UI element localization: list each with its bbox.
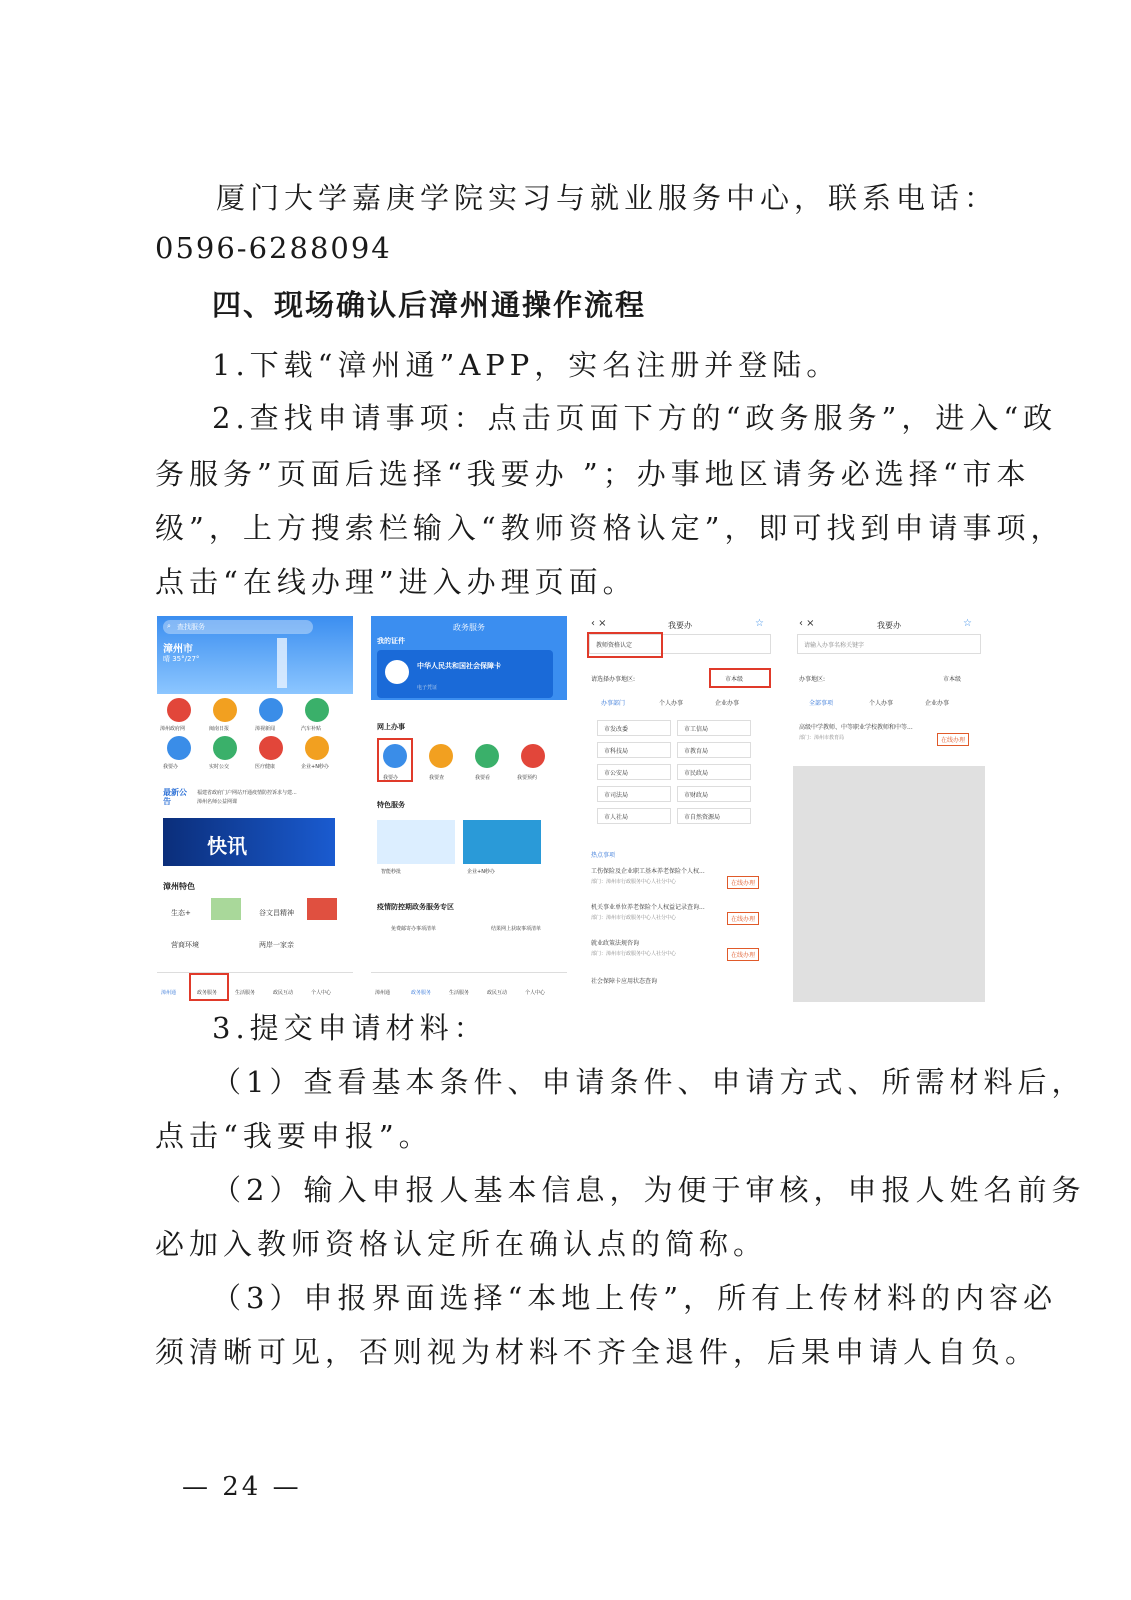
home-city: 漳州市 xyxy=(163,644,193,655)
hot-item-name[interactable]: 机关事业单位养老保险个人权益记录查询... xyxy=(591,904,705,911)
highlight-gov-tab xyxy=(189,973,229,1001)
booking-icon[interactable] xyxy=(521,744,545,768)
icon-label: 汽车补贴 xyxy=(301,726,322,732)
dept-item[interactable]: 市教育局 xyxy=(677,742,751,758)
gov-tab-bar xyxy=(371,972,567,1002)
contact-line-1: 厦门大学嘉庚学院实习与就业服务中心，联系电话： xyxy=(216,181,999,215)
home-weather: 晴 35°/27° xyxy=(163,655,200,663)
step-3-1-line-1: （1）查看基本条件、申请条件、申请方式、所需材料后， xyxy=(212,1065,1086,1099)
search-list-title: 我要办 xyxy=(668,621,692,630)
result-item-dept: 部门：漳州市教育局 xyxy=(799,735,845,741)
icon-label: 我要看 xyxy=(475,775,491,781)
app-screenshots xyxy=(157,616,985,1002)
screen-home xyxy=(157,616,353,1002)
social-card[interactable] xyxy=(377,650,553,698)
dept-item[interactable]: 市发改委 xyxy=(597,720,671,736)
screen-search-list xyxy=(585,616,775,1002)
icon-label: 我要办 xyxy=(383,775,399,781)
hot-title: 热点事项 xyxy=(591,852,616,859)
hot-item-dept: 部门：漳州市行政服务中心人社分中心 xyxy=(591,879,677,885)
special-label: 企业+N秒办 xyxy=(467,869,495,875)
dept-item[interactable]: 市民政局 xyxy=(677,764,751,780)
back-icon[interactable]: ‹ × xyxy=(799,618,815,629)
online-apply-button[interactable]: 在线办理 xyxy=(727,876,759,889)
tab-enterprise-affairs[interactable]: 企业办事 xyxy=(925,700,950,707)
screen-search-result xyxy=(793,616,985,1002)
icon-label: 实时公交 xyxy=(209,764,230,770)
step-2-line-2: 务服务”页面后选择“我要办 ”；办事地区请务必选择“市本 xyxy=(155,457,1031,491)
special-title: 特色服务 xyxy=(377,801,405,809)
dept-item[interactable]: 市科技局 xyxy=(597,742,671,758)
contact-phone: 0596-6288094 xyxy=(155,231,392,265)
keyword-placeholder: 请输入办事名称关键字 xyxy=(804,642,865,649)
star-icon[interactable]: ☆ xyxy=(963,618,972,629)
medical-icon[interactable] xyxy=(259,736,283,760)
hot-item-dept: 部门：漳州市行政服务中心人社分中心 xyxy=(591,951,677,957)
query-icon[interactable] xyxy=(429,744,453,768)
feature-title: 漳州特色 xyxy=(163,882,195,891)
enterprise-icon[interactable] xyxy=(305,736,329,760)
section-heading: 四、现场确认后漳州通操作流程 xyxy=(212,288,647,322)
tab-personal[interactable]: 个人中心 xyxy=(311,990,332,996)
icon-label: 我要办 xyxy=(163,764,179,770)
cert-title: 我的证件 xyxy=(377,637,405,645)
tab-zhangzhoutong[interactable]: 漳州通 xyxy=(161,990,177,996)
tab-life-services[interactable]: 生活服务 xyxy=(449,990,470,996)
online-title: 网上办事 xyxy=(377,723,405,731)
highlight-apply xyxy=(377,738,413,782)
online-apply-button[interactable]: 在线办理 xyxy=(727,912,759,925)
dept-item[interactable]: 市公安局 xyxy=(597,764,671,780)
icon-label: 我要查 xyxy=(429,775,445,781)
tab-personal-affairs[interactable]: 个人办事 xyxy=(869,700,894,707)
home-tab-bar xyxy=(157,972,353,1002)
region-label: 办事地区: xyxy=(799,676,826,683)
hot-item-dept: 部门：漳州市行政服务中心人社分中心 xyxy=(591,915,677,921)
newspaper-icon[interactable] xyxy=(213,698,237,722)
online-apply-button[interactable]: 在线办理 xyxy=(937,733,969,746)
card-name: 中华人民共和国社会保障卡 xyxy=(417,662,501,670)
tab-interaction[interactable]: 政民互动 xyxy=(273,990,294,996)
news-badge: 最新公告 xyxy=(163,788,187,806)
special-label: 智能秒批 xyxy=(381,869,402,875)
dept-item[interactable]: 市自然资源局 xyxy=(677,808,751,824)
step-3-3-line-2: 须清晰可见，否则视为材料不齐全退件，后果申请人自负。 xyxy=(155,1335,1040,1369)
card-sub: 电子凭证 xyxy=(417,685,438,691)
search-icon: ⌕ xyxy=(167,622,171,630)
step-2-line-1: 2.查找申请事项：点击页面下方的“政务服务”，进入“政 xyxy=(212,401,1058,435)
step-1: 1.下载“漳州通”APP，实名注册并登陆。 xyxy=(212,348,841,382)
icon-label: 企业+N秒办 xyxy=(301,764,329,770)
epidemic-title: 疫情防控期政务服务专区 xyxy=(377,903,454,911)
step-3-2-line-1: （2）输入申报人基本信息，为便于审核，申报人姓名前务 xyxy=(212,1173,1086,1207)
tab-departments[interactable]: 办事部门 xyxy=(601,700,626,707)
tab-personal[interactable]: 个人中心 xyxy=(525,990,546,996)
view-icon[interactable] xyxy=(475,744,499,768)
step-2-line-4: 点击“在线办理”进入办理页面。 xyxy=(155,565,637,599)
step-3-1-line-2: 点击“我要申报”。 xyxy=(155,1119,433,1153)
flash-banner[interactable] xyxy=(163,818,335,866)
region-value[interactable]: 市本级 xyxy=(943,676,962,683)
icon-label: 医疗健康 xyxy=(255,764,276,770)
icon-label: 漳视新闻 xyxy=(255,726,276,732)
eco-image xyxy=(211,898,241,920)
tab-life-services[interactable]: 生活服务 xyxy=(235,990,256,996)
epidemic-item[interactable]: 免费邮寄办事项清单 xyxy=(391,926,437,932)
epidemic-item[interactable]: 结果网上获取事项清单 xyxy=(491,926,542,932)
feature-item[interactable]: 生态+ xyxy=(171,909,191,917)
banner-text: 快讯 xyxy=(207,834,247,858)
back-icon[interactable]: ‹ × xyxy=(591,618,607,629)
keyword-input[interactable] xyxy=(797,634,981,654)
card-emblem-icon xyxy=(385,660,409,684)
region-value[interactable]: 市本级 xyxy=(725,676,744,683)
hot-item-name[interactable]: 社会保障卡应用状态查询 xyxy=(591,978,658,985)
online-apply-button[interactable]: 在线办理 xyxy=(727,948,759,961)
tab-enterprise-affairs[interactable]: 企业办事 xyxy=(715,700,740,707)
feature-item[interactable]: 谷文昌精神 xyxy=(259,909,294,917)
step-2-line-3: 级”，上方搜索栏输入“教师资格认定”，即可找到申请事项， xyxy=(155,511,1065,545)
tab-interaction[interactable]: 政民互动 xyxy=(487,990,508,996)
news-item[interactable]: 漳州名师公益网课 xyxy=(197,799,238,805)
feature-item[interactable]: 营商环境 xyxy=(171,941,199,949)
icon-label: 漳州政府网 xyxy=(160,726,186,732)
search-value: 教师资格认定 xyxy=(596,642,633,649)
step-3: 3.提交申请材料： xyxy=(212,1011,488,1045)
feature-item[interactable]: 两岸一家亲 xyxy=(259,941,294,949)
result-item-name[interactable]: 高级中学教师、中等职业学校教师和中等... xyxy=(799,724,913,731)
highlight-region xyxy=(709,668,771,688)
icon-label: 我要预约 xyxy=(517,775,538,781)
spirit-image xyxy=(307,898,337,920)
news-item[interactable]: 福建省政府门户网站开通疫情防控诉求与建... xyxy=(197,790,297,796)
special-card[interactable] xyxy=(463,820,541,864)
home-search-placeholder: 查找服务 xyxy=(177,623,205,631)
region-label: 请选择办事地区: xyxy=(591,676,636,683)
screen-gov-services xyxy=(371,616,567,1002)
dept-item[interactable]: 市工信局 xyxy=(677,720,751,736)
step-3-3-line-1: （3）申报界面选择“本地上传”，所有上传材料的内容必 xyxy=(212,1281,1058,1315)
tab-all-items[interactable]: 全部事项 xyxy=(809,700,834,707)
bus-icon[interactable] xyxy=(213,736,237,760)
icon-label: 闽南日报 xyxy=(209,726,230,732)
star-icon[interactable]: ☆ xyxy=(755,618,764,629)
dept-item[interactable]: 市司法局 xyxy=(597,786,671,802)
step-3-2-line-2: 必加入教师资格认定所在确认点的简称。 xyxy=(155,1227,768,1261)
tab-gov-services[interactable]: 政务服务 xyxy=(411,990,432,996)
dept-item[interactable]: 市财政局 xyxy=(677,786,751,802)
result-title: 我要办 xyxy=(877,621,901,630)
tab-gov-services[interactable]: 政务服务 xyxy=(197,990,218,996)
tab-zhangzhoutong[interactable]: 漳州通 xyxy=(375,990,391,996)
pagoda-icon xyxy=(277,638,287,688)
hot-item-name[interactable]: 就业政策法规咨询 xyxy=(591,940,640,947)
page-number: — 24 — xyxy=(182,1472,302,1502)
news-icon[interactable] xyxy=(259,698,283,722)
home-search-bar[interactable] xyxy=(163,620,313,634)
car-icon[interactable] xyxy=(305,698,329,722)
tab-personal-affairs[interactable]: 个人办事 xyxy=(659,700,684,707)
dept-item[interactable]: 市人社局 xyxy=(597,808,671,824)
highlight-search xyxy=(587,632,663,658)
gov-title: 政务服务 xyxy=(453,623,485,632)
special-card[interactable] xyxy=(377,820,455,864)
hot-item-name[interactable]: 工伤保险及企业职工基本养老保险个人权... xyxy=(591,868,705,875)
gov-site-icon[interactable] xyxy=(167,698,191,722)
apply-icon[interactable] xyxy=(167,736,191,760)
